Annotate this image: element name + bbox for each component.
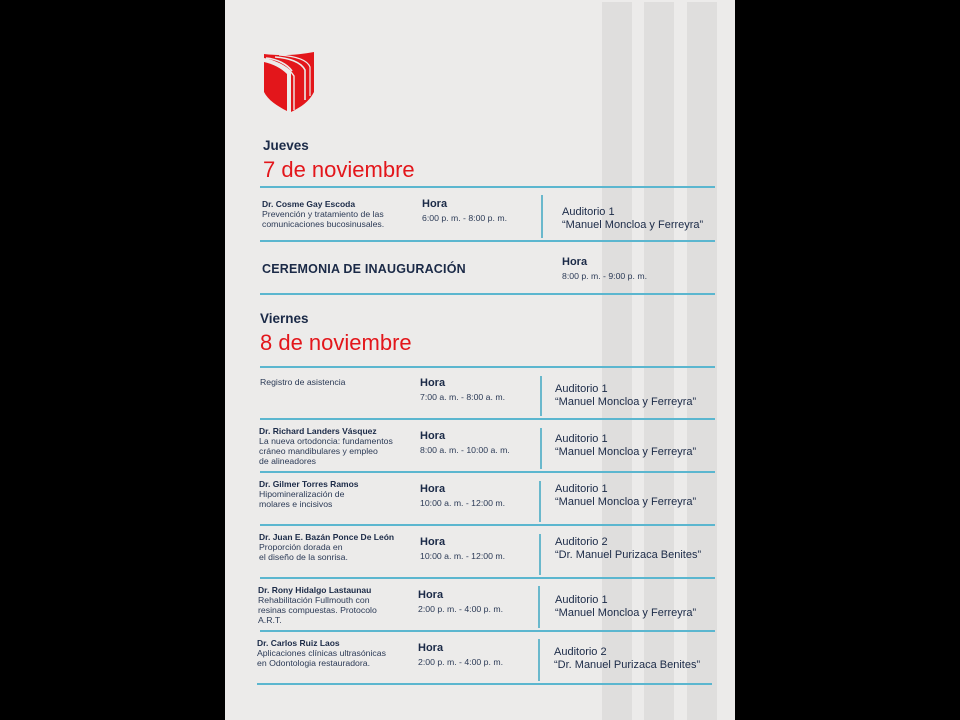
venue-number: Auditorio 2: [554, 646, 607, 658]
column-divider: [540, 376, 542, 416]
time-range: 7:00 a. m. - 8:00 a. m.: [420, 392, 505, 402]
speaker-name: Dr. Gilmer Torres Ramos: [259, 479, 359, 489]
day-date: 8 de noviembre: [260, 330, 412, 355]
topic-line: Aplicaciones clínicas ultrasónicas: [257, 648, 386, 658]
event-info: [258, 585, 377, 625]
time-range: 6:00 p. m. - 8:00 p. m.: [422, 213, 507, 223]
divider: [260, 186, 715, 188]
venue-number: Auditorio 1: [555, 433, 608, 445]
column-divider: [539, 534, 541, 575]
column-divider: [538, 586, 540, 628]
venue-name: “Manuel Moncloa y Ferreyra”: [555, 496, 697, 508]
topic-line: comunicaciones bucosinusales.: [262, 219, 385, 229]
venue-name: “Manuel Moncloa y Ferreyra”: [555, 607, 697, 619]
venue: [555, 433, 696, 459]
speaker-name: Dr. Juan E. Bazán Ponce De León: [259, 532, 395, 542]
schedule-page: [225, 0, 735, 720]
time-range: 2:00 p. m. - 4:00 p. m.: [418, 604, 503, 614]
topic-line: el diseño de la sonrisa.: [259, 552, 348, 562]
time-range: 10:00 a. m. - 12:00 m.: [420, 551, 505, 561]
event-info: [259, 479, 359, 509]
event-info: [257, 638, 386, 668]
hora-label: Hora: [422, 198, 448, 210]
divider: [260, 418, 715, 420]
day-weekday: Jueves: [263, 138, 309, 153]
venue-number: Auditorio 1: [555, 483, 608, 495]
venue-name: “Dr. Manuel Purizaca Benites”: [554, 659, 701, 671]
venue: [562, 206, 703, 232]
hora-label: Hora: [420, 536, 446, 548]
divider: [257, 683, 712, 685]
topic-line: La nueva ortodoncia: fundamentos: [259, 436, 393, 446]
divider: [260, 366, 715, 368]
venue: [555, 594, 696, 620]
day-weekday: Viernes: [260, 311, 309, 326]
topic-line: resinas compuestas. Protocolo: [258, 605, 377, 615]
university-shield-logo-icon: [263, 52, 315, 112]
hora-label: Hora: [418, 589, 444, 601]
speaker-name: Dr. Cosme Gay Escoda: [262, 199, 356, 209]
divider: [260, 577, 715, 579]
venue: [555, 536, 701, 562]
topic-line: Rehabilitación Fullmouth con: [258, 595, 370, 605]
time-range: 8:00 a. m. - 10:00 a. m.: [420, 445, 510, 455]
time-range: 2:00 p. m. - 4:00 p. m.: [418, 657, 503, 667]
hora-label: Hora: [418, 642, 444, 654]
speaker-name: Dr. Carlos Ruiz Laos: [257, 638, 340, 648]
venue-name: “Manuel Moncloa y Ferreyra”: [555, 396, 697, 408]
hora-label: Hora: [420, 377, 446, 389]
divider: [260, 524, 715, 526]
divider: [260, 293, 715, 295]
column-divider: [539, 481, 541, 522]
topic-line: cráneo mandibulares y empleo: [259, 446, 378, 456]
divider: [260, 630, 715, 632]
venue-number: Auditorio 1: [555, 594, 608, 606]
column-divider: [538, 639, 540, 681]
divider: [260, 240, 715, 242]
event-info: [259, 532, 394, 562]
time-range: 10:00 a. m. - 12:00 m.: [420, 498, 505, 508]
venue: [555, 383, 696, 409]
day-date: 7 de noviembre: [263, 157, 415, 182]
venue-number: Auditorio 2: [555, 536, 608, 548]
divider: [260, 471, 715, 473]
venue-number: Auditorio 1: [562, 206, 615, 218]
venue-number: Auditorio 1: [555, 383, 608, 395]
event-title: Registro de asistencia: [260, 377, 346, 387]
event-info: [260, 377, 345, 387]
speaker-name: Dr. Richard Landers Vásquez: [259, 426, 377, 436]
hora-label: Hora: [420, 483, 446, 495]
hora-label: Hora: [562, 256, 588, 268]
speaker-name: Dr. Rony Hidalgo Lastaunau: [258, 585, 372, 595]
time-range: 8:00 p. m. - 9:00 p. m.: [562, 271, 647, 281]
hora-label: Hora: [420, 430, 446, 442]
venue: [554, 646, 700, 672]
column-divider: [541, 195, 543, 238]
topic-line: en Odontologia restauradora.: [257, 658, 371, 668]
column-divider: [540, 428, 542, 469]
topic-line: molares e incisivos: [259, 499, 333, 509]
event-info: [262, 199, 384, 229]
event-info: [259, 426, 393, 466]
venue-name: “Dr. Manuel Purizaca Benites”: [555, 549, 702, 561]
topic-line: A.R.T.: [258, 615, 282, 625]
ceremony-title: CEREMONIA DE INAUGURACIÓN: [262, 262, 466, 276]
topic-line: Prevención y tratamiento de las: [262, 209, 384, 219]
topic-line: Proporción dorada en: [259, 542, 343, 552]
topic-line: Hipomineralización de: [259, 489, 345, 499]
topic-line: de alineadores: [259, 456, 316, 466]
venue: [555, 483, 696, 509]
venue-name: “Manuel Moncloa y Ferreyra”: [562, 219, 704, 231]
venue-name: “Manuel Moncloa y Ferreyra”: [555, 446, 697, 458]
